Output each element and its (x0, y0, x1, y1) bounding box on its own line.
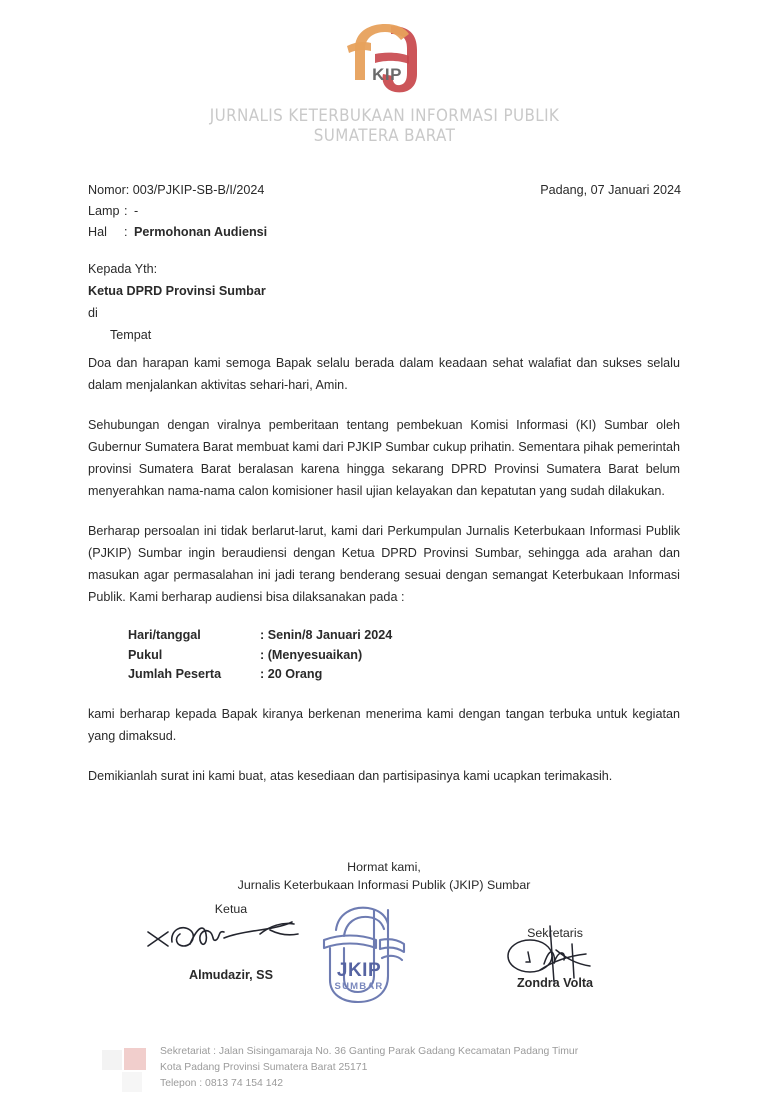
detail-value: : 20 Orang (260, 667, 323, 681)
jkip-stamp-icon (296, 896, 422, 1014)
meta-row-lamp (88, 201, 681, 222)
footer-line-3: Telepon : 0813 74 154 142 (160, 1078, 284, 1089)
footer-address (160, 1044, 578, 1092)
signature-organization: Jurnalis Keterbukaan Informasi Publik (JKIP) Sumbar (237, 878, 531, 892)
organization-name-line1: JURNALIS KETERBUKAAN INFORMASI PUBLIK (209, 106, 560, 125)
letter-meta (88, 180, 681, 243)
detail-key: Pukul (128, 647, 163, 662)
body-paragraph-2: Sehubungan dengan viralnya pemberitaan tentang pembekuan Komisi Informasi (KI) Sumbar oleh Gubernur Sumatera Barat membuat kami dari PJKIP Sumbar cukup prihatin. Sementara pihak pemerintah provinsi Sumatera Barat beralasan karena hingga sekarang DPRD Provinsi Sumatera Barat belum menyerahkan nama-nama calon komisioner hasil ujian kelayakan dan kepatutan yang sudah dilakukan. (88, 418, 680, 498)
body-paragraph-5: Demikianlah surat ini kami buat, atas kesediaan dan partisipasinya kami ucapkan terimakasih. (88, 768, 613, 783)
detail-value: : (Menyesuaikan) (260, 647, 363, 662)
signature-role-ketua: Ketua (214, 902, 248, 916)
footer-line-1: Sekretariat : Jalan Sisingamaraja No. 36 Ganting Parak Gadang Kecamatan Padang Timur (160, 1046, 579, 1057)
letterhead (0, 18, 769, 146)
detail-key: Hari/tanggal (128, 628, 201, 642)
signature-column-sekretaris (460, 926, 650, 990)
organization-name (31, 106, 738, 146)
detail-row (128, 626, 680, 646)
letter-footer (0, 1044, 769, 1117)
meta-row-hal (88, 222, 681, 243)
recipient-salutation: Kepada Yth: (88, 262, 158, 276)
signature-mark-sekretaris (460, 940, 650, 976)
recipient-di: di (88, 306, 98, 320)
letter-body (88, 352, 680, 805)
detail-value: : Senin/8 Januari 2024 (260, 628, 393, 642)
body-paragraph-3: Berharap persoalan ini tidak berlarut-larut, kami dari Perkumpulan Jurnalis Keterbukaan Informasi Publik (PJKIP) Sumbar ingin beraudiensi dengan Ketua DPRD Provinsi Sumbar, sehingga ada arahan dan masukan agar permasalahan ini jadi terang benderang sesuai dengan semangat Keterbukaan Informasi Publik. Kami berharap audiensi bisa dilaksanakan pada : (88, 524, 680, 604)
footer-line-2: Kota Padang Provinsi Sumatera Barat 25171 (160, 1062, 368, 1073)
hal-colon: : (124, 225, 128, 239)
recipient-place: Tempat (110, 328, 152, 342)
letter-number: Nomor: 003/PJKIP-SB-B/I/2024 (88, 183, 265, 197)
signature-role-sekretaris: Sekretaris (527, 926, 583, 940)
recipient-title: Ketua DPRD Provinsi Sumbar (88, 284, 266, 298)
body-paragraph-4: kami berharap kepada Bapak kiranya berkenan menerima kami dengan tangan terbuka untuk kegiatan yang dimaksud. (88, 706, 680, 743)
detail-key: Jumlah Peserta (128, 667, 222, 681)
official-stamp (296, 896, 422, 1014)
jkip-logo-icon (329, 18, 441, 100)
handwritten-signature-icon (142, 912, 322, 970)
signature-salutation: Hormat kami, (347, 860, 421, 874)
lamp-colon: : (124, 204, 128, 218)
stamp-sub-text: SUMBAR (334, 981, 384, 992)
signature-name-sekretaris: Zondra Volta (516, 976, 594, 990)
jkip-watermark-icon (100, 1048, 162, 1096)
signature-name-ketua: Almudazir, SS (189, 968, 273, 982)
detail-row (128, 665, 680, 685)
jkip-logo (329, 18, 441, 100)
stamp-main-text: JKIP (336, 960, 382, 981)
detail-row (128, 646, 680, 666)
body-paragraph-1: Doa dan harapan kami semoga Bapak selalu berada dalam keadaan sehat walafiat dan sukses selalu dalam menjalankan aktivitas sehari-hari, Amin. (88, 356, 680, 392)
lamp-label: Lamp (88, 204, 120, 218)
lamp-value: - (134, 204, 139, 218)
place-and-date: Padang, 07 Januari 2024 (540, 183, 681, 197)
svg-text:KIP: KIP (371, 65, 402, 84)
hal-value: Permohonan Audiensi (134, 225, 268, 239)
footer-logo-mark (100, 1048, 162, 1096)
recipient-block (88, 258, 266, 346)
organization-name-line2: SUMATERA BARAT (313, 126, 456, 145)
hal-label: Hal (88, 225, 107, 239)
audience-details (128, 626, 680, 685)
